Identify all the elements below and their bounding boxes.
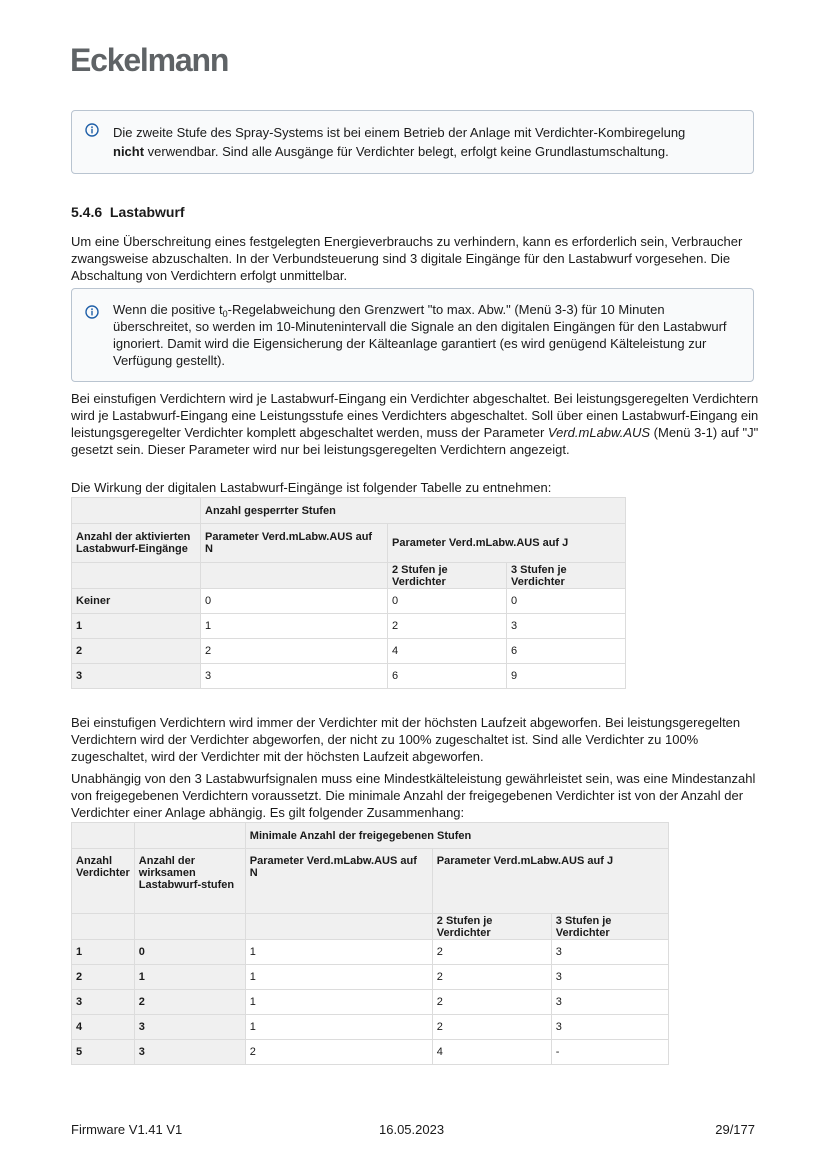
parameter-name: Verd.mLabw.AUS (547, 425, 651, 440)
table-group-header: Anzahl gesperrter Stufen (201, 498, 626, 524)
table-row: 1 0 1 2 3 (72, 940, 669, 965)
table-sub-3: 3 Stufen je Verdichter (507, 563, 626, 589)
table-row: 3 2 1 2 3 (72, 990, 669, 1015)
table-row: 5 3 2 4 - (72, 1040, 669, 1065)
table-col-anzahl-verdichter: Anzahl Verdichter (72, 849, 135, 914)
note-bold: nicht (113, 144, 145, 159)
table-sub-2: 2 Stufen je Verdichter (432, 914, 551, 940)
paragraph-table-intro: Die Wirkung der digitalen Lastabwurf-Eingänge ist folgender Tabelle zu entnehmen: (71, 480, 552, 495)
note-text: Die zweite Stufe des Spray-Systems ist bei einem Betrieb der Anlage mit Verdichter-Kombiregelung nicht verwendbar. Sind alle Ausgänge für Verdichter belegt, erfolgt keine Grundlastumschaltung. (113, 125, 686, 159)
table-col-n: Parameter Verd.mLabw.AUS auf N (245, 849, 432, 914)
table-row: 2 2 4 6 (72, 639, 626, 664)
footer-date: 16.05.2023 (379, 1122, 445, 1137)
table-sub-2: 2 Stufen je Verdichter (388, 563, 507, 589)
info-icon (85, 123, 99, 137)
note-text: Wenn die positive $t_0$-Regelabweichung den Grenzwert "to max. Abw." (Menü 3-3) für 10 Minuten überschreitet, so werden im 10-Minutenintervall die Signale an den digitalen Eingängen für den Lastabwurf ignoriert. Damit wird die Eigensicherung der Kälteanlage garantiert (es wird genügend Kälteleistung zur Verfügung gestellt). (113, 302, 727, 368)
table-row: 4 3 1 2 3 (72, 1015, 669, 1040)
table-sub-3: 3 Stufen je Verdichter (551, 914, 668, 940)
intro-paragraph: Um eine Überschreitung eines festgelegten Energieverbrauchs zu verhindern, kann es erforderlich sein, Verbraucher zwangsweise abzuschalten. In der Verbundsteuerung sind 3 digitale Eingänge für den Lastabwurf vorgesehen. Die Abschaltung von Verdichtern erfolgt unmittelbar. (71, 234, 743, 283)
table-col-lastabwurfstufen: Anzahl der wirksamen Lastabwurf-stufen (134, 849, 245, 914)
footer-page-number: 29/177 (715, 1122, 755, 1137)
info-note-spray (71, 110, 754, 174)
table-group-header: Minimale Anzahl der freigegebenen Stufen (245, 823, 668, 849)
table-row: 2 1 1 2 3 (72, 965, 669, 990)
table-row-header: Anzahl der aktivierten Lastabwurf-Eingänge (72, 524, 201, 563)
table-col-n: Parameter Verd.mLabw.AUS auf N (201, 524, 388, 563)
load-shedding-table (71, 497, 626, 689)
paragraph-mindestleistung: Unabhängig von den 3 Lastabwurfsignalen muss eine Mindestkälteleistung gewährleistet sein, was eine Mindestanzahl von freigegebenen Verdichtern voraussetzt. Die minimale Anzahl der freigegebenen Verdichter ist von der Anzahl der Verdichter einer Anlage abhängig. Es gilt folgender Zusammenhang: (71, 771, 756, 820)
minimum-stages-table (71, 822, 669, 1065)
info-note-regelabweichung (71, 288, 754, 382)
paragraph-einstufig: Bei einstufigen Verdichtern wird je Lastabwurf-Eingang ein Verdichter abgeschaltet. Bei leistungsgeregelten Verdichtern wird je Lastabwurf-Eingang eine Leistungsstufe eines Verdichters abgeschaltet. Soll über einen Lastabwurf-Eingang ein leistungsgeregelter Verdichter komplett abgeschaltet werden, muss der Parameter Verd.mLabw.AUS (Menü 3-1) auf "J" gesetzt sein. Dieser Parameter wird nur bei leistungsgeregelten Verdichtern angezeigt. (71, 391, 759, 457)
table-col-j: Parameter Verd.mLabw.AUS auf J (388, 524, 626, 563)
table-row: 1 1 2 3 (72, 614, 626, 639)
eckelmann-logo: Eckelmann (70, 42, 229, 78)
footer-firmware: Firmware V1.41 V1 (71, 1122, 183, 1137)
table-row: Keiner 0 0 0 (72, 589, 626, 614)
table-row: 3 3 6 9 (72, 664, 626, 689)
table-col-j: Parameter Verd.mLabw.AUS auf J (432, 849, 668, 914)
info-icon (85, 305, 99, 319)
section-heading: 5.4.6 Lastabwurf (71, 204, 185, 220)
paragraph-abwurf-reihenfolge: Bei einstufigen Verdichtern wird immer der Verdichter mit der höchsten Laufzeit abgeworfen. Bei leistungsgeregelten Verdichtern wird der Verdichter abgeworfen, der nicht zu 100% zugeschaltet ist. Sind alle Verdichter zu 100% zugeschaltet, wird der Verdichter mit der höchsten Laufzeit abgeworfen. (71, 715, 741, 764)
